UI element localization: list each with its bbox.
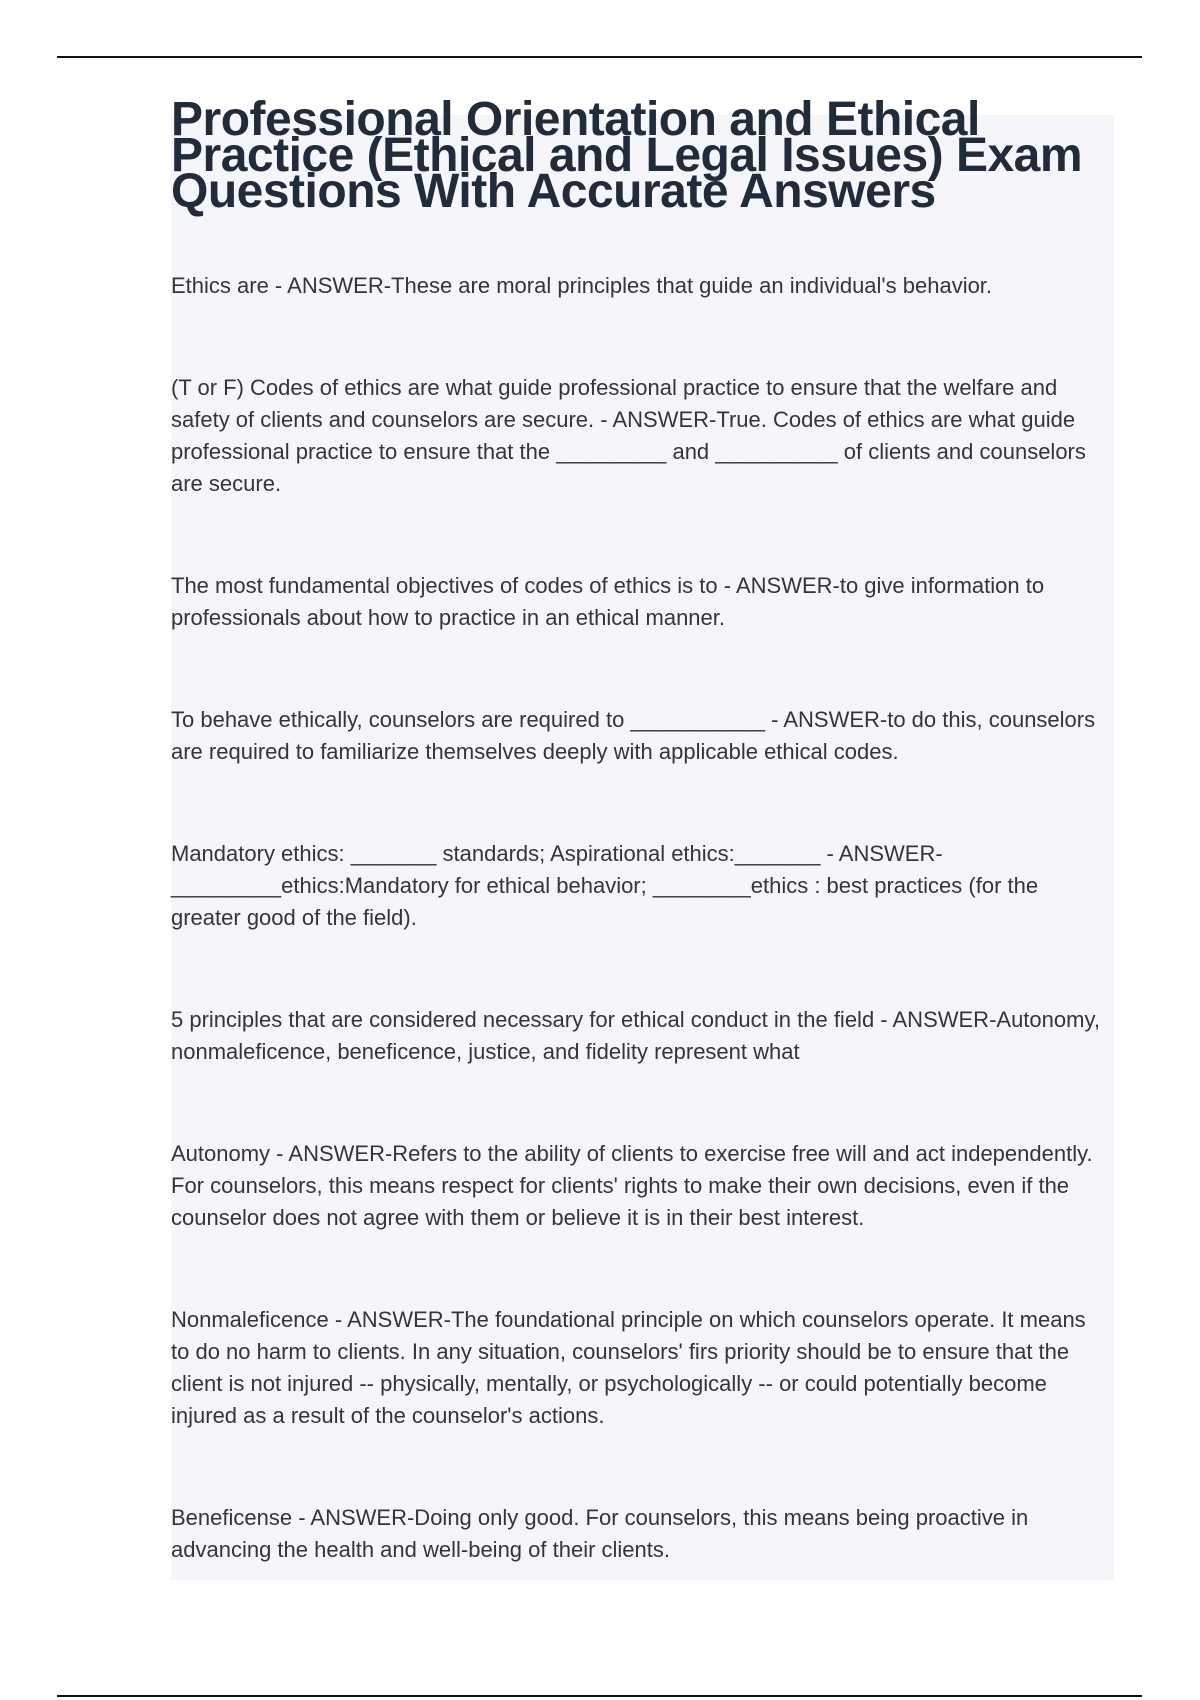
qa-list bbox=[171, 270, 1106, 1566]
document-title: Professional Orientation and Ethical Practice (Ethical and Legal Issues) Exam Questions With Accurate Answers bbox=[171, 93, 1083, 218]
qa-entry-codes-of-ethics: (T or F) Codes of ethics are what guide professional practice to ensure that the welfare and safety of clients and counselors are secure. - ANSWER-True. Codes of ethics are what guide professional practice to ensure that the _________ and __________ of clients and counselors are secure. bbox=[171, 375, 1086, 496]
qa-entry-autonomy: Autonomy - ANSWER-Refers to the ability of clients to exercise free will and act independently. For counselors, this means respect for clients' rights to make their own decisions, even if the counselor does not agree with them or believe it is in their best interest. bbox=[171, 1141, 1093, 1230]
document-body bbox=[171, 93, 1131, 1566]
qa-entry-beneficense: Beneficense - ANSWER-Doing only good. For counselors, this means being proactive in advancing the health and well-being of their clients. bbox=[171, 1505, 1029, 1562]
top-rule bbox=[57, 56, 1142, 58]
bottom-rule bbox=[57, 1695, 1142, 1697]
qa-entry-nonmaleficence: Nonmaleficence - ANSWER-The foundational principle on which counselors operate. It means to do no harm to clients. In any situation, counselors' firs priority should be to ensure that the client is not injured -- physically, mentally, or psychologically -- or could potentially become injured as a result of the counselor's actions. bbox=[171, 1307, 1086, 1428]
qa-entry-behave-ethically: To behave ethically, counselors are required to ___________ - ANSWER-to do this, counselors are required to familiarize themselves deeply with applicable ethical codes. bbox=[171, 707, 1096, 764]
qa-entry-mandatory-aspirational: Mandatory ethics: _______ standards; Aspirational ethics:_______ - ANSWER-_________ethics:Mandatory for ethical behavior; ________ethics : best practices (for the greater good of the field). bbox=[171, 841, 1039, 930]
qa-entry-ethics: Ethics are - ANSWER-These are moral principles that guide an individual's behavior. bbox=[171, 273, 993, 298]
qa-entry-objectives: The most fundamental objectives of codes of ethics is to - ANSWER-to give information to professionals about how to practice in an ethical manner. bbox=[171, 573, 1045, 630]
qa-entry-five-principles: 5 principles that are considered necessary for ethical conduct in the field - ANSWER-Autonomy, nonmaleficence, beneficence, justice, and fidelity represent what bbox=[171, 1007, 1100, 1064]
